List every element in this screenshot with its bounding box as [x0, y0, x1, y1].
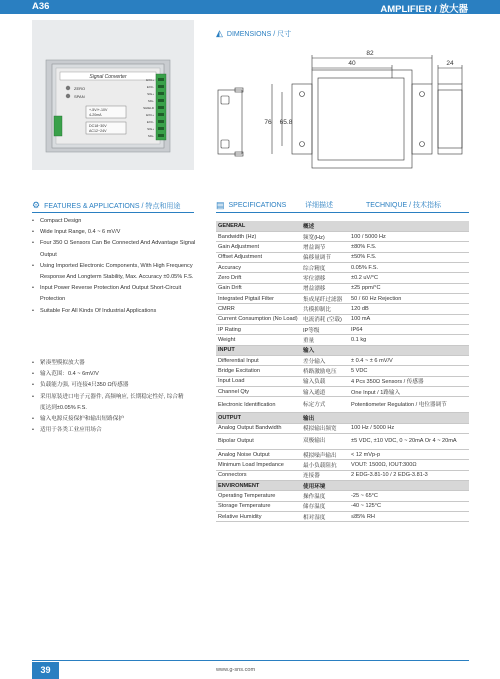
- spec-cell: Zero Drift: [216, 273, 301, 283]
- spec-rule: [216, 212, 469, 213]
- zero-label: ZERO: [74, 86, 86, 91]
- dimensions-heading: [216, 28, 291, 39]
- spec-cell: Gain Drift: [216, 283, 301, 293]
- spec-row: [216, 314, 469, 324]
- terminal-label: EXC-: [146, 85, 154, 89]
- features-title: FEATURES & APPLICATIONS / 特点和用途: [44, 202, 181, 210]
- spec-cell: 增益调节: [301, 242, 349, 252]
- list-item: • Input Power Reverse Protection And Output Short-Circuit Protection: [32, 285, 182, 303]
- spec-cell: IP Rating: [216, 324, 301, 334]
- spec-cell: Differential Input: [216, 355, 301, 365]
- spec-cell: 模拟噪声输出: [301, 450, 349, 460]
- list-item: • 负载能力强, 可连接4只350 Ω传感器: [32, 382, 129, 389]
- terminal-label: SIG-: [147, 99, 154, 103]
- specifications-heading: [216, 200, 286, 211]
- terminal-label: SIG+: [147, 127, 154, 131]
- spec-row: [216, 501, 469, 511]
- spec-row: [216, 252, 469, 262]
- spec-cell: IP64: [349, 324, 469, 334]
- spec-cell: Offset Adjustment: [216, 252, 301, 262]
- span-label: SPAN: [74, 94, 85, 99]
- spec-cell: 差分输入: [301, 355, 349, 365]
- spec-section-row: [216, 345, 469, 355]
- spec-cell: 桥路激励电压: [301, 366, 349, 376]
- spec-cell: ±0.2 uV/°C: [349, 273, 469, 283]
- spec-row: [216, 434, 469, 450]
- product-code: A36: [32, 1, 50, 12]
- output-spec-2: 4-20mA: [89, 113, 102, 117]
- spec-cell: CMRR: [216, 304, 301, 314]
- spec-cell: 增益漂移: [301, 283, 349, 293]
- output-spec-1: +-5V/+-10V: [89, 108, 108, 112]
- list-item: • Compact Design: [32, 218, 82, 224]
- dim-40: 40: [348, 60, 356, 67]
- spec-cell: Relative Humidity: [216, 512, 301, 522]
- technique-title: TECHNIQUE / 技术指标: [366, 202, 442, 209]
- spec-cell: 使用环境: [301, 481, 349, 491]
- spec-cell: Input Load: [216, 376, 301, 386]
- spec-row: [216, 335, 469, 345]
- spec-row: [216, 231, 469, 241]
- spec-section-row: [216, 413, 469, 423]
- spec-cell: 最小负载阻抗: [301, 460, 349, 470]
- spec-row: [216, 491, 469, 501]
- spec-row: [216, 262, 469, 272]
- spec-cell: IP等级: [301, 324, 349, 334]
- dimension-drawing: [210, 44, 472, 172]
- spec-cell: 100 Hz / 5000 Hz: [349, 423, 469, 433]
- spec-row: [216, 512, 469, 522]
- spec-row: [216, 376, 469, 386]
- spec-cell: 重量: [301, 335, 349, 345]
- features-en-list: [32, 216, 202, 317]
- spec-cell: INPUT: [216, 345, 301, 355]
- spec-cell: 偏移量调节: [301, 252, 349, 262]
- features-heading: [32, 200, 180, 211]
- spec-row: [216, 450, 469, 460]
- spec-row: [216, 423, 469, 433]
- spec-cell: 双极输出: [301, 434, 349, 450]
- spec-row: [216, 293, 469, 303]
- spec-cell: ±5 VDC, ±10 VDC, 0 ~ 20mA Or 4 ~ 20mA: [349, 434, 469, 450]
- page-number: 39: [32, 662, 59, 679]
- spec-section-row: [216, 481, 469, 491]
- spec-cell: 操作温度: [301, 491, 349, 501]
- terminal-label: SHIELD: [143, 106, 154, 110]
- spec-cell: 50 / 60 Hz Rejection: [349, 293, 469, 303]
- spec-row: [216, 273, 469, 283]
- device-label: Signal Converter: [89, 74, 127, 80]
- spec-cn-heading: [305, 200, 333, 210]
- terminal-label: EXC+: [146, 113, 154, 117]
- list-item: • 紧凑型模拟放大器: [32, 360, 85, 366]
- spec-cell: Connectors: [216, 470, 301, 480]
- spec-row: [216, 470, 469, 480]
- spec-cell: Gain Adjustment: [216, 242, 301, 252]
- dim-76: 76: [264, 119, 272, 126]
- spec-cell: 120 dB: [349, 304, 469, 314]
- terminal-label: SIG-: [147, 134, 154, 138]
- page-title: AMPLIFIER / 放大器: [380, 4, 468, 15]
- power-spec-2: AC12~24V: [89, 129, 107, 133]
- spec-cell: ±80% F.S.: [349, 242, 469, 252]
- spec-cell: Bandwidth (Hz): [216, 231, 301, 241]
- spec-cell: 0.1 kg: [349, 335, 469, 345]
- dimensions-title: DIMENSIONS / 尺寸: [226, 30, 292, 38]
- spec-cell: 模拟输出频宽: [301, 423, 349, 433]
- power-spec-1: DC18~30V: [89, 124, 107, 128]
- spec-cell: Electronic Identification: [216, 397, 301, 413]
- specifications-title: SPECIFICATIONS: [228, 202, 287, 209]
- terminal-label: SIG+: [147, 92, 154, 96]
- spec-cell: 共模抑制比: [301, 304, 349, 314]
- spec-cell: Integrated Pigtail Filter: [216, 293, 301, 303]
- spec-cell: Analog Output Bandwidth: [216, 423, 301, 433]
- spec-cell: 储存温度: [301, 501, 349, 511]
- signal-converter-image: [32, 20, 194, 170]
- spec-row: [216, 397, 469, 413]
- spec-row: [216, 283, 469, 293]
- list-item: • 输入范围：0.4 ~ 6mV/V: [32, 371, 99, 378]
- spec-cell: -25 ~ 65°C: [349, 491, 469, 501]
- list-item: • 适用于各类工业应用场合: [32, 427, 102, 434]
- spec-cell: Bipolar Output: [216, 434, 301, 450]
- terminal-label: EXC+: [146, 78, 154, 82]
- spec-cell: 2 EDG-3.81-10 / 2 EDG-3.81-3: [349, 470, 469, 480]
- spec-cell: < 12 mVp-p: [349, 450, 469, 460]
- spec-cell: -40 ~ 125°C: [349, 501, 469, 511]
- spec-cell: 综合精度: [301, 262, 349, 272]
- spec-cell: One Input / 1路输入: [349, 387, 469, 397]
- website-link[interactable]: www.g-sns.com: [216, 667, 256, 673]
- spec-cell: [349, 481, 469, 491]
- spec-cell: 输入通道: [301, 387, 349, 397]
- terminal-label: EXC-: [146, 120, 154, 124]
- dim-24: 24: [446, 60, 454, 67]
- spec-cell: Storage Temperature: [216, 501, 301, 511]
- spec-row: [216, 460, 469, 470]
- spec-cell: Weight: [216, 335, 301, 345]
- spec-cell: Potentiometer Regulation / 电位器调节: [349, 397, 469, 413]
- list-item: • Suitable For All Kinds Of Industrial Applications: [32, 307, 157, 314]
- header-bar: [0, 0, 500, 14]
- spec-cell: 零位漂移: [301, 273, 349, 283]
- spec-cell: Channel Qty: [216, 387, 301, 397]
- spec-cell: 相对湿度: [301, 512, 349, 522]
- spec-cell: 5 VDC: [349, 366, 469, 376]
- spec-cell: Operating Temperature: [216, 491, 301, 501]
- spec-cell: ENVIRONMENT: [216, 481, 301, 491]
- spec-cell: [349, 345, 469, 355]
- spec-cell: 输入: [301, 345, 349, 355]
- spec-table: [216, 221, 469, 522]
- spec-cell: 0.05% F.S.: [349, 262, 469, 272]
- spec-cell: 概述: [301, 221, 349, 231]
- technique-heading: [366, 200, 441, 210]
- spec-row: [216, 242, 469, 252]
- spec-cell: ±25 ppm/°C: [349, 283, 469, 293]
- spec-cell: ± 0.4 ~ ± 6 mV/V: [349, 355, 469, 365]
- wrench-icon: ⚙: [32, 200, 41, 210]
- list-item: • 采用原装进口电子元器件, 高频响应, 长期稳定性好, 综合精度达到±0.05% F.S.: [32, 393, 184, 411]
- list-item: • Wide Input Range, 0.4 ~ 6 mV/V: [32, 229, 121, 236]
- list-item: • Four 350 Ω Sensors Can Be Connected And Advantage Signal Output: [32, 240, 196, 258]
- product-photo: [32, 20, 194, 170]
- spec-row: [216, 304, 469, 314]
- spec-row: [216, 355, 469, 365]
- spec-section-row: [216, 221, 469, 231]
- chart-icon: ▤: [216, 200, 225, 210]
- spec-cell: ±50% F.S.: [349, 252, 469, 262]
- spec-cell: 标定方式: [301, 397, 349, 413]
- spec-row: [216, 324, 469, 334]
- spec-cell: 100 mA: [349, 314, 469, 324]
- features-cn-list: [32, 358, 187, 436]
- spec-cell: Bridge Excitation: [216, 366, 301, 376]
- spec-cell: Current Consumption (No Load): [216, 314, 301, 324]
- spec-cell: 集成尾纤过滤器: [301, 293, 349, 303]
- spec-cell: Accuracy: [216, 262, 301, 272]
- spec-cell: ≤85% RH: [349, 512, 469, 522]
- spec-cell: [349, 221, 469, 231]
- spec-cell: OUTPUT: [216, 413, 301, 423]
- list-item: • Using Imported Electronic Components, With High Frequency Response And Longterm Stability, Max. Accuracy ±0.05% F.S.: [32, 262, 194, 281]
- spec-cell: 输出: [301, 413, 349, 423]
- spec-row: [216, 366, 469, 376]
- spec-cell: 连接器: [301, 470, 349, 480]
- features-rule: [32, 212, 194, 213]
- spec-cell: Analog Noise Output: [216, 450, 301, 460]
- spec-cell: Minimum Load Impedance: [216, 460, 301, 470]
- spec-cn-title: 详细描述: [305, 202, 333, 209]
- dim-65-8: 65.8: [279, 119, 293, 126]
- spec-row: [216, 387, 469, 397]
- spec-cell: 输入负载: [301, 376, 349, 386]
- spec-cell: 电流消耗 (空载): [301, 314, 349, 324]
- spec-cell: 100 / 5000 Hz: [349, 231, 469, 241]
- spec-cell: 频宽(Hz): [301, 231, 349, 241]
- ruler-icon: ◭: [216, 28, 223, 38]
- list-item: • 输入电源反接保护和输出短路保护: [32, 416, 124, 423]
- spec-cell: [349, 413, 469, 423]
- dim-82: 82: [366, 50, 374, 57]
- spec-cell: VOUT: 1500Ω, IOUT:300Ω: [349, 460, 469, 470]
- spec-cell: GENERAL: [216, 221, 301, 231]
- spec-cell: 4 Pcs 350Ω Sensors / 传感器: [349, 376, 469, 386]
- footer-rule: [32, 660, 469, 661]
